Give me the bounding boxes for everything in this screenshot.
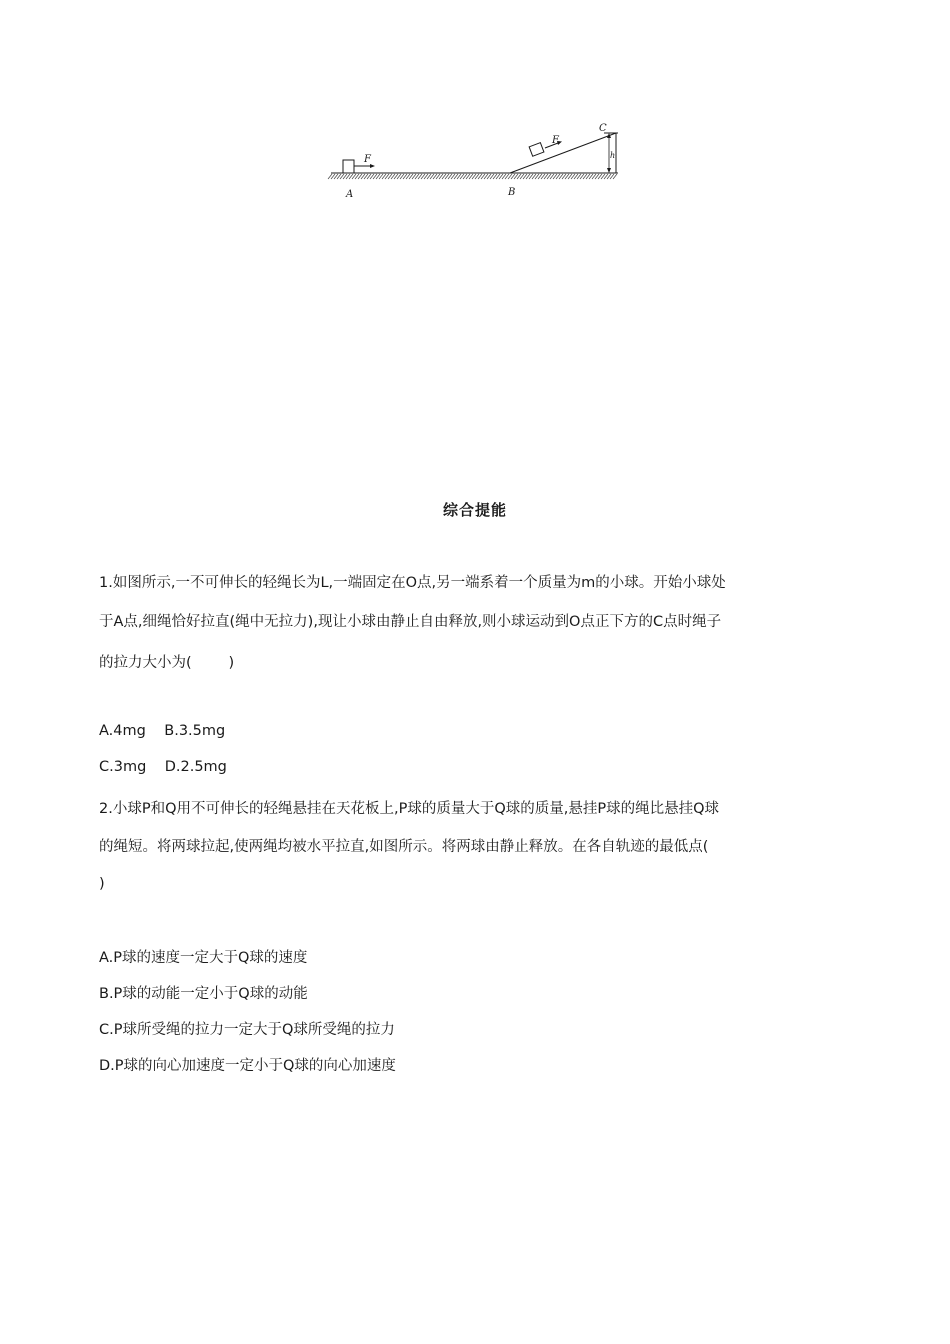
block-incline <box>529 143 544 157</box>
label-b: B <box>508 187 516 198</box>
label-f-incline: F <box>552 135 559 146</box>
q2-text-line-3: ) <box>99 876 105 892</box>
q1-options-cd: C.3mg D.2.5mg <box>99 759 227 775</box>
section-title: 综合提能 <box>442 501 507 519</box>
q2-text-line-2: 的绳短。将两球拉起,使两绳均被水平拉直,如图所示。将两球由静止释放。在各自轨迹的最低点( <box>99 839 709 855</box>
q2-option-a: A.P球的速度一定大于Q球的速度 <box>99 950 308 966</box>
incline-line <box>510 133 616 173</box>
incline-diagram-svg <box>326 118 626 204</box>
q1-text-line-3: 的拉力大小为( ) <box>99 655 235 671</box>
q2-option-c: C.P球所受绳的拉力一定大于Q球所受绳的拉力 <box>99 1022 395 1038</box>
q2-option-d: D.P球的向心加速度一定小于Q球的向心加速度 <box>99 1058 396 1074</box>
q1-text-line-1: 1.如图所示,一不可伸长的轻绳长为L,一端固定在O点,另一端系着一个质量为m的小球。开始小球处 <box>99 575 726 591</box>
q2-text-line-1: 2.小球P和Q用不可伸长的轻绳悬挂在天花板上,P球的质量大于Q球的质量,悬挂P球的绳比悬挂Q球 <box>99 801 720 817</box>
label-a: A <box>346 189 354 200</box>
q1-text-line-2: 于A点,细绳恰好拉直(绳中无拉力),现让小球由静止自由释放,则小球运动到O点正下方的C点时绳子 <box>99 614 722 630</box>
q2-option-b: B.P球的动能一定小于Q球的动能 <box>99 986 308 1002</box>
incline-diagram <box>326 118 626 204</box>
height-arrowhead-bottom <box>607 168 611 173</box>
label-f-a: F <box>364 154 371 165</box>
block-a <box>343 160 354 173</box>
q1-options-ab: A.4mg B.3.5mg <box>99 723 226 739</box>
label-h: h <box>610 151 616 160</box>
ground-hatching <box>328 174 617 179</box>
label-c: C <box>599 123 607 134</box>
